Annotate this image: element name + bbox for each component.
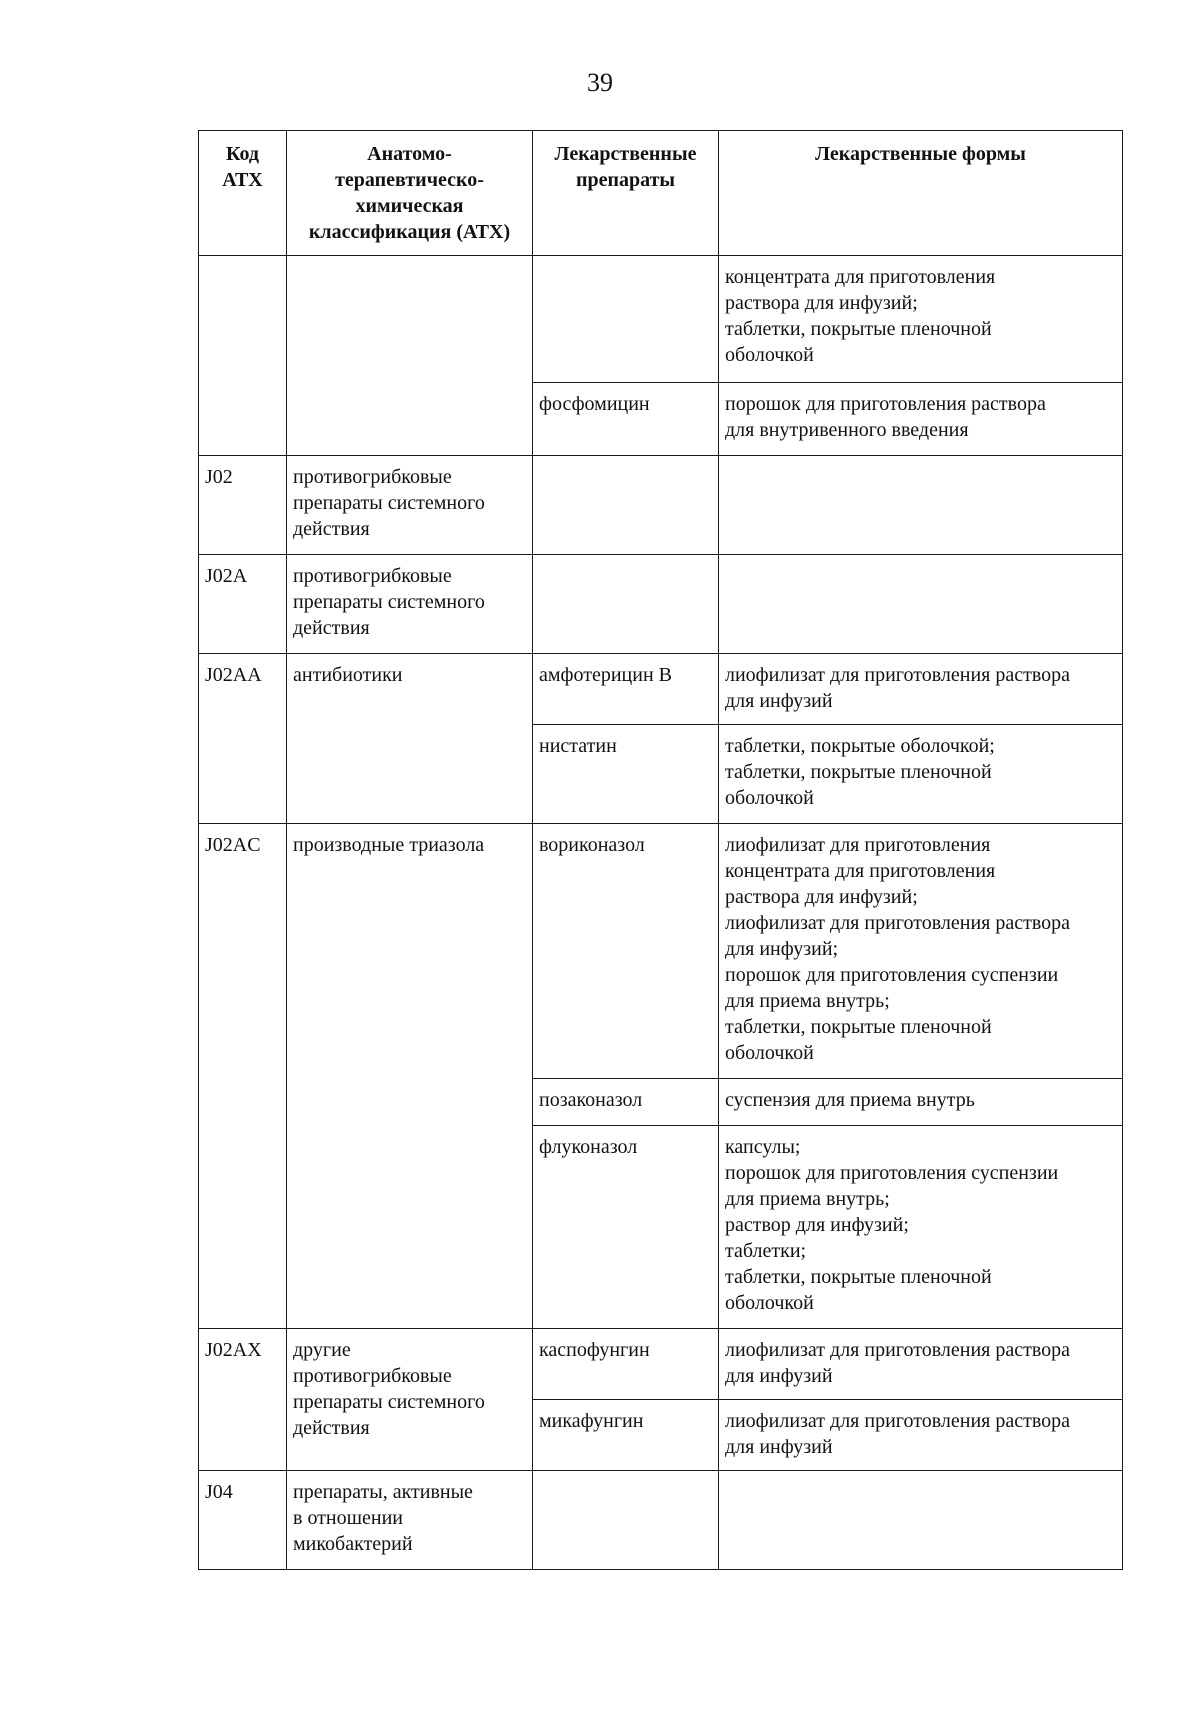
table-row xyxy=(199,1329,1123,1400)
forms-cell: капсулы; порошок для приготовления суспензии для приема внутрь; раствор для инфузий; таблетки; таблетки, покрытые пленочной оболочкой xyxy=(719,1126,1123,1329)
code-cell xyxy=(199,256,287,456)
forms-cell: лиофилизат для приготовления раствора для инфузий xyxy=(719,1400,1123,1471)
forms-cell xyxy=(719,1471,1123,1570)
drug-cell xyxy=(533,456,719,555)
forms-cell: суспензия для приема внутрь xyxy=(719,1079,1123,1126)
drug-cell: амфотерицин B xyxy=(533,654,719,725)
forms-cell: таблетки, покрытые оболочкой; таблетки, покрытые пленочной оболочкой xyxy=(719,725,1123,824)
classification-cell xyxy=(287,256,533,456)
code-cell: J02AA xyxy=(199,654,287,824)
drug-cell xyxy=(533,555,719,654)
drug-cell xyxy=(533,1471,719,1570)
drug-cell: позаконазол xyxy=(533,1079,719,1126)
classification-cell: антибиотики xyxy=(287,654,533,824)
drug-cell: каспофунгин xyxy=(533,1329,719,1400)
classification-cell: противогрибковые препараты системного действия xyxy=(287,456,533,555)
classification-cell: препараты, активные в отношении микобактерий xyxy=(287,1471,533,1570)
table-row xyxy=(199,824,1123,1079)
drug-cell: нистатин xyxy=(533,725,719,824)
forms-cell xyxy=(719,456,1123,555)
table-row xyxy=(199,654,1123,725)
drug-cell: вориконазол xyxy=(533,824,719,1079)
classification-cell: противогрибковые препараты системного действия xyxy=(287,555,533,654)
table-row xyxy=(199,456,1123,555)
code-cell: J02 xyxy=(199,456,287,555)
table-row xyxy=(199,1471,1123,1570)
header-classification: Анатомо- терапевтическо- химическая классификация (АТХ) xyxy=(287,131,533,256)
drug-cell: микафунгин xyxy=(533,1400,719,1471)
code-cell: J02A xyxy=(199,555,287,654)
forms-cell xyxy=(719,555,1123,654)
forms-cell: лиофилизат для приготовления раствора для инфузий xyxy=(719,1329,1123,1400)
forms-cell: порошок для приготовления раствора для внутривенного введения xyxy=(719,383,1123,456)
table-row xyxy=(199,555,1123,654)
header-drugs: Лекарственные препараты xyxy=(533,131,719,256)
table-header-row xyxy=(199,131,1123,256)
page-number: 39 xyxy=(587,68,613,97)
code-cell: J04 xyxy=(199,1471,287,1570)
drug-cell xyxy=(533,256,719,383)
code-cell: J02AX xyxy=(199,1329,287,1471)
forms-cell: концентрата для приготовления раствора для инфузий; таблетки, покрытые пленочной оболочкой xyxy=(719,256,1123,383)
header-forms: Лекарственные формы xyxy=(719,131,1123,256)
drug-cell: флуконазол xyxy=(533,1126,719,1329)
atx-table xyxy=(198,130,1123,1570)
classification-cell: производные триазола xyxy=(287,824,533,1329)
classification-cell: другие противогрибковые препараты системного действия xyxy=(287,1329,533,1471)
drug-cell: фосфомицин xyxy=(533,383,719,456)
forms-cell: лиофилизат для приготовления концентрата для приготовления раствора для инфузий; лиофилизат для приготовления раствора для инфузий; порошок для приготовления суспензии для приема внутрь; таблетки, покрытые пленочной оболочкой xyxy=(719,824,1123,1079)
forms-cell: лиофилизат для приготовления раствора для инфузий xyxy=(719,654,1123,725)
table-row xyxy=(199,256,1123,383)
header-code: Код АТХ xyxy=(199,131,287,256)
code-cell: J02AC xyxy=(199,824,287,1329)
